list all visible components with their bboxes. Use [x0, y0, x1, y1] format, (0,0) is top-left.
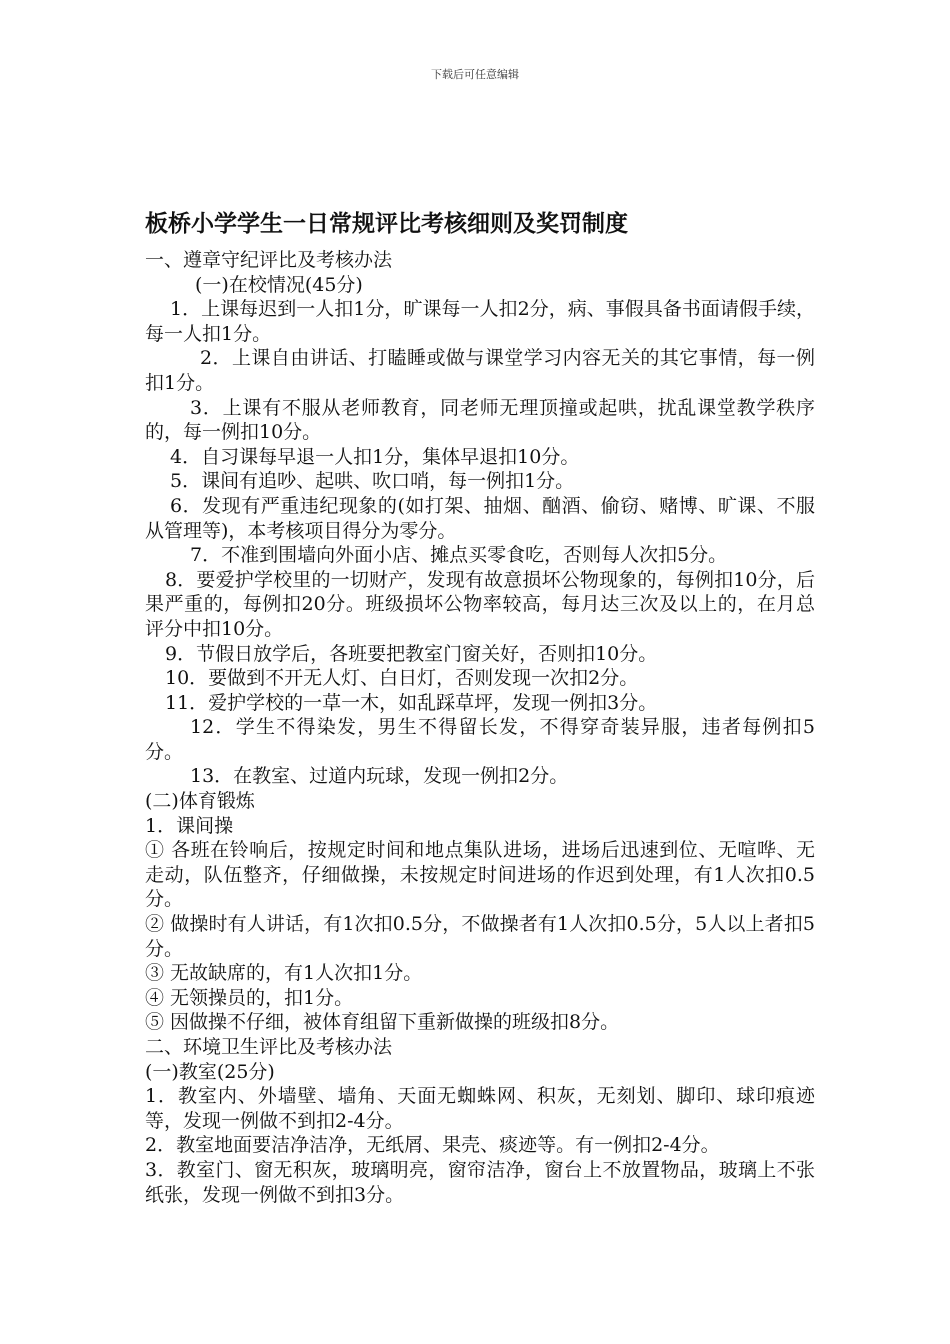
document-title: 板桥小学学生一日常规评比考核细则及奖罚制度: [145, 210, 628, 237]
section-heading: 一、遵章守纪评比及考核办法: [145, 249, 393, 271]
subsection-heading: (一)教室(25分): [145, 1060, 275, 1083]
rule-item: ③ 无故缺席的，有1人次扣1分。: [145, 962, 423, 985]
rule-item: 1．上课每迟到一人扣1分，旷课每一人扣2分，病、事假具备书面请假手续，每一人扣1分。: [145, 298, 815, 345]
subsection-heading: (一)在校情况(45分): [195, 273, 363, 296]
rule-item: ② 做操时有人讲话，有1次扣0.5分，不做操者有1人次扣0.5分，5人以上者扣5分。: [145, 913, 815, 960]
rule-item: 2．上课自由讲话、打瞌睡或做与课堂学习内容无关的其它事情，每一例扣1分。: [145, 347, 815, 394]
rule-item: 13．在教室、过道内玩球，发现一例扣2分。: [190, 765, 569, 788]
subsection-heading: (二)体育锻炼: [145, 790, 255, 813]
rule-item: 11．爱护学校的一草一木，如乱踩草坪，发现一例扣3分。: [165, 691, 658, 714]
rule-item: 6．发现有严重违纪现象的(如打架、抽烟、酗酒、偷窃、赌博、旷课、不服从管理等)，本考核项目得分为零分。: [145, 494, 815, 542]
document-body: [145, 248, 815, 1207]
page-header: 下载后可任意编辑: [431, 68, 519, 81]
rule-item: 1．教室内、外墙壁、墙角、天面无蜘蛛网、积灰，无刻划、脚印、球印痕迹等，发现一例做不到扣2-4分。: [145, 1085, 815, 1132]
rule-item: 3．上课有不服从老师教育，同老师无理顶撞或起哄，扰乱课堂教学秩序的，每一例扣10分。: [145, 396, 815, 444]
rule-item: 7．不准到围墙向外面小店、摊点买零食吃，否则每人次扣5分。: [190, 544, 728, 567]
rule-item: 3．教室门、窗无积灰，玻璃明亮，窗帘洁净，窗台上不放置物品，玻璃上不张纸张，发现一例做不到扣3分。: [145, 1158, 815, 1206]
rule-item: 10．要做到不开无人灯、白日灯，否则发现一次扣2分。: [165, 667, 639, 690]
rule-subheading: 1．课间操: [145, 814, 234, 837]
rule-item: 5．课间有追吵、起哄、吹口哨，每一例扣1分。: [170, 470, 575, 493]
rule-item: 9．节假日放学后，各班要把教室门窗关好，否则扣10分。: [165, 642, 658, 665]
rule-item: 12．学生不得染发，男生不得留长发，不得穿奇装异服，违者每例扣5分。: [145, 716, 815, 763]
rule-item: 8．要爱护学校里的一切财产，发现有故意损坏公物现象的，每例扣10分，后果严重的，每例扣20分。班级损坏公物率较高，每月达三次及以上的，在月总评分中扣10分。: [145, 568, 815, 640]
rule-item: ① 各班在铃响后，按规定时间和地点集队进场，进场后迅速到位、无喧哗、无走动，队伍整齐，仔细做操，未按规定时间进场的作迟到处理，有1人次扣0.5分。: [145, 839, 815, 911]
rule-item: ⑤ 因做操不仔细，被体育组留下重新做操的班级扣8分。: [145, 1011, 620, 1034]
rule-item: 2．教室地面要洁净洁净，无纸屑、果壳、痰迹等。有一例扣2-4分。: [145, 1134, 720, 1157]
rule-item: 4．自习课每早退一人扣1分，集体早退扣10分。: [170, 445, 580, 468]
section-heading: 二、环境卫生评比及考核办法: [145, 1036, 393, 1058]
rule-item: ④ 无领操员的，扣1分。: [145, 986, 354, 1009]
